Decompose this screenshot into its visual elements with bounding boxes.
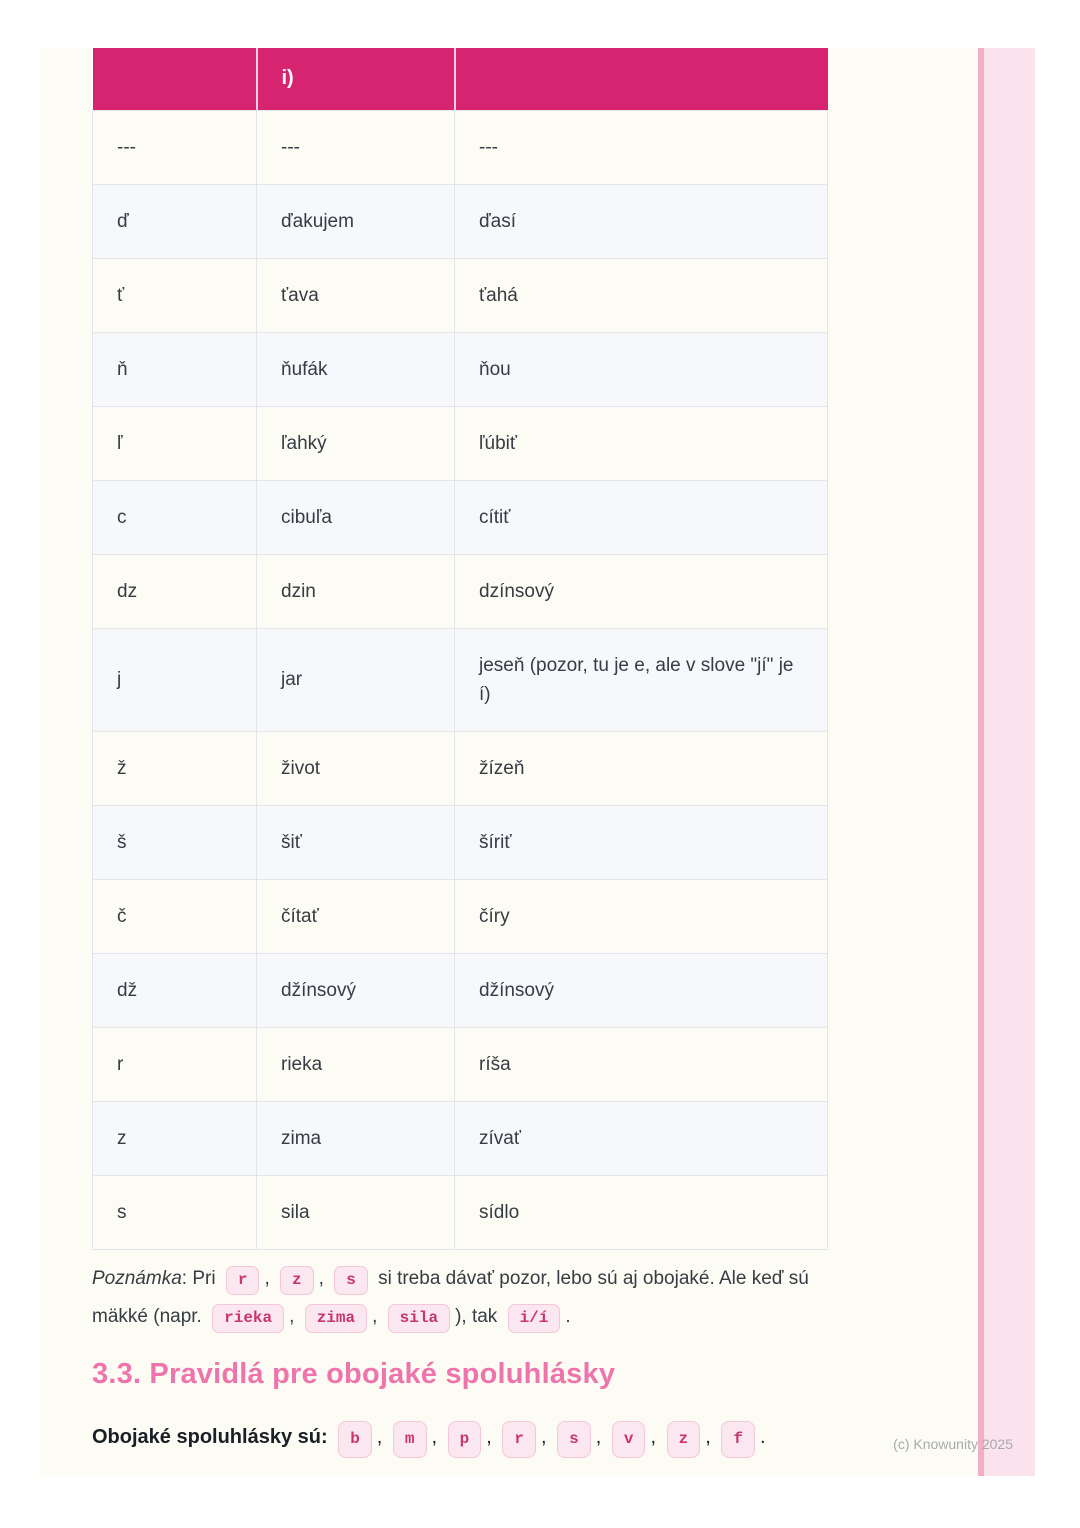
table-cell: z <box>93 1101 257 1175</box>
text-segment: , <box>486 1426 498 1448</box>
table-cell: rieka <box>257 1027 455 1101</box>
table-cell: dzin <box>257 554 455 628</box>
code-chip: i/í <box>508 1304 561 1333</box>
text-segment: , <box>318 1268 330 1289</box>
table-row <box>93 332 828 406</box>
table-header <box>93 48 828 110</box>
table-cell: ž <box>93 731 257 805</box>
note-paragraph <box>92 1260 847 1336</box>
table-cell: džínsový <box>257 953 455 1027</box>
code-chip: z <box>667 1421 701 1458</box>
table-row <box>93 1175 828 1249</box>
table-cell: ď <box>93 184 257 258</box>
code-chip: r <box>226 1266 260 1295</box>
header-cell-i: i) <box>257 48 455 110</box>
table-cell: c <box>93 480 257 554</box>
table-cell: čítať <box>257 879 455 953</box>
table-row <box>93 554 828 628</box>
table-cell: j <box>93 628 257 731</box>
text-segment: , <box>541 1426 553 1448</box>
code-chip: rieka <box>212 1304 284 1333</box>
table-cell: s <box>93 1175 257 1249</box>
text-segment: : Pri <box>181 1268 221 1289</box>
table-cell: cibuľa <box>257 480 455 554</box>
text-segment: , <box>431 1426 443 1448</box>
consonants-table <box>92 48 828 1250</box>
table-cell: dz <box>93 554 257 628</box>
table-row <box>93 953 828 1027</box>
code-chip: z <box>280 1266 314 1295</box>
table-row <box>93 1101 828 1175</box>
table-cell: ľahký <box>257 406 455 480</box>
table-row <box>93 879 828 953</box>
code-chip: s <box>334 1266 368 1295</box>
table-row <box>93 1027 828 1101</box>
lead-text: Obojaké spoluhlásky sú: <box>92 1426 334 1448</box>
table-cell: ťahá <box>455 258 828 332</box>
table-cell: ť <box>93 258 257 332</box>
table-cell: zívať <box>455 1101 828 1175</box>
table-row <box>93 110 828 184</box>
table-row <box>93 731 828 805</box>
obojake-line <box>92 1414 852 1460</box>
page-edge-decoration <box>978 48 1035 1476</box>
table-row <box>93 258 828 332</box>
table-cell: ňufák <box>257 332 455 406</box>
table-cell: ľ <box>93 406 257 480</box>
text-segment: , <box>595 1426 607 1448</box>
code-chip: s <box>557 1421 591 1458</box>
text-segment: , <box>376 1426 388 1448</box>
table-cell: č <box>93 879 257 953</box>
code-chip: zima <box>305 1304 367 1333</box>
table-cell: ríša <box>455 1027 828 1101</box>
header-cell-consonant <box>93 48 257 110</box>
table-cell: ťava <box>257 258 455 332</box>
table-cell: šíriť <box>455 805 828 879</box>
code-chip: m <box>393 1421 427 1458</box>
section-heading: 3.3. Pravidlá pre obojaké spoluhlásky <box>92 1358 616 1390</box>
table-cell: --- <box>93 110 257 184</box>
table-row <box>93 480 828 554</box>
table-cell: ň <box>93 332 257 406</box>
table-header-row <box>93 48 828 110</box>
code-chip: sila <box>388 1304 450 1333</box>
table-cell: džínsový <box>455 953 828 1027</box>
table-cell: sídlo <box>455 1175 828 1249</box>
table-cell: jar <box>257 628 455 731</box>
text-segment: , <box>705 1426 717 1448</box>
text-segment: . <box>759 1426 766 1448</box>
table-cell: číry <box>455 879 828 953</box>
table-row <box>93 628 828 731</box>
table-row <box>93 184 828 258</box>
copyright-text: (c) Knowunity 2025 <box>893 1436 1013 1452</box>
table-cell: š <box>93 805 257 879</box>
table-cell: ňou <box>455 332 828 406</box>
table-cell: šiť <box>257 805 455 879</box>
code-chip: p <box>448 1421 482 1458</box>
code-chip: r <box>502 1421 536 1458</box>
table-cell: --- <box>257 110 455 184</box>
table-cell: jeseň (pozor, tu je e, ale v slove "jí" je í) <box>455 628 828 731</box>
code-chip: v <box>612 1421 646 1458</box>
document-page <box>40 48 1035 1476</box>
table-cell: r <box>93 1027 257 1101</box>
code-chip: f <box>721 1421 755 1458</box>
text-segment: , <box>650 1426 662 1448</box>
consonants-table-body <box>93 110 828 1249</box>
table-cell: žízeň <box>455 731 828 805</box>
table-cell: sila <box>257 1175 455 1249</box>
header-cell-example <box>455 48 828 110</box>
table-cell: ďasí <box>455 184 828 258</box>
table-row <box>93 406 828 480</box>
table-cell: ďakujem <box>257 184 455 258</box>
table-cell: ľúbiť <box>455 406 828 480</box>
table-cell: --- <box>455 110 828 184</box>
text-segment: si treba dávať pozor, lebo sú aj obojaké. Ale keď sú mäkké (napr. <box>92 1268 809 1327</box>
table-cell: cítiť <box>455 480 828 554</box>
text-segment: . <box>565 1306 571 1327</box>
text-segment: , <box>264 1268 276 1289</box>
code-chip: b <box>338 1421 372 1458</box>
note-label: Poznámka <box>92 1268 182 1289</box>
table-row <box>93 805 828 879</box>
table-cell: zima <box>257 1101 455 1175</box>
text-segment: , <box>289 1306 300 1327</box>
text-segment: ), tak <box>455 1306 503 1327</box>
table-cell: dž <box>93 953 257 1027</box>
table-cell: dzínsový <box>455 554 828 628</box>
text-segment: , <box>372 1306 383 1327</box>
table-cell: život <box>257 731 455 805</box>
